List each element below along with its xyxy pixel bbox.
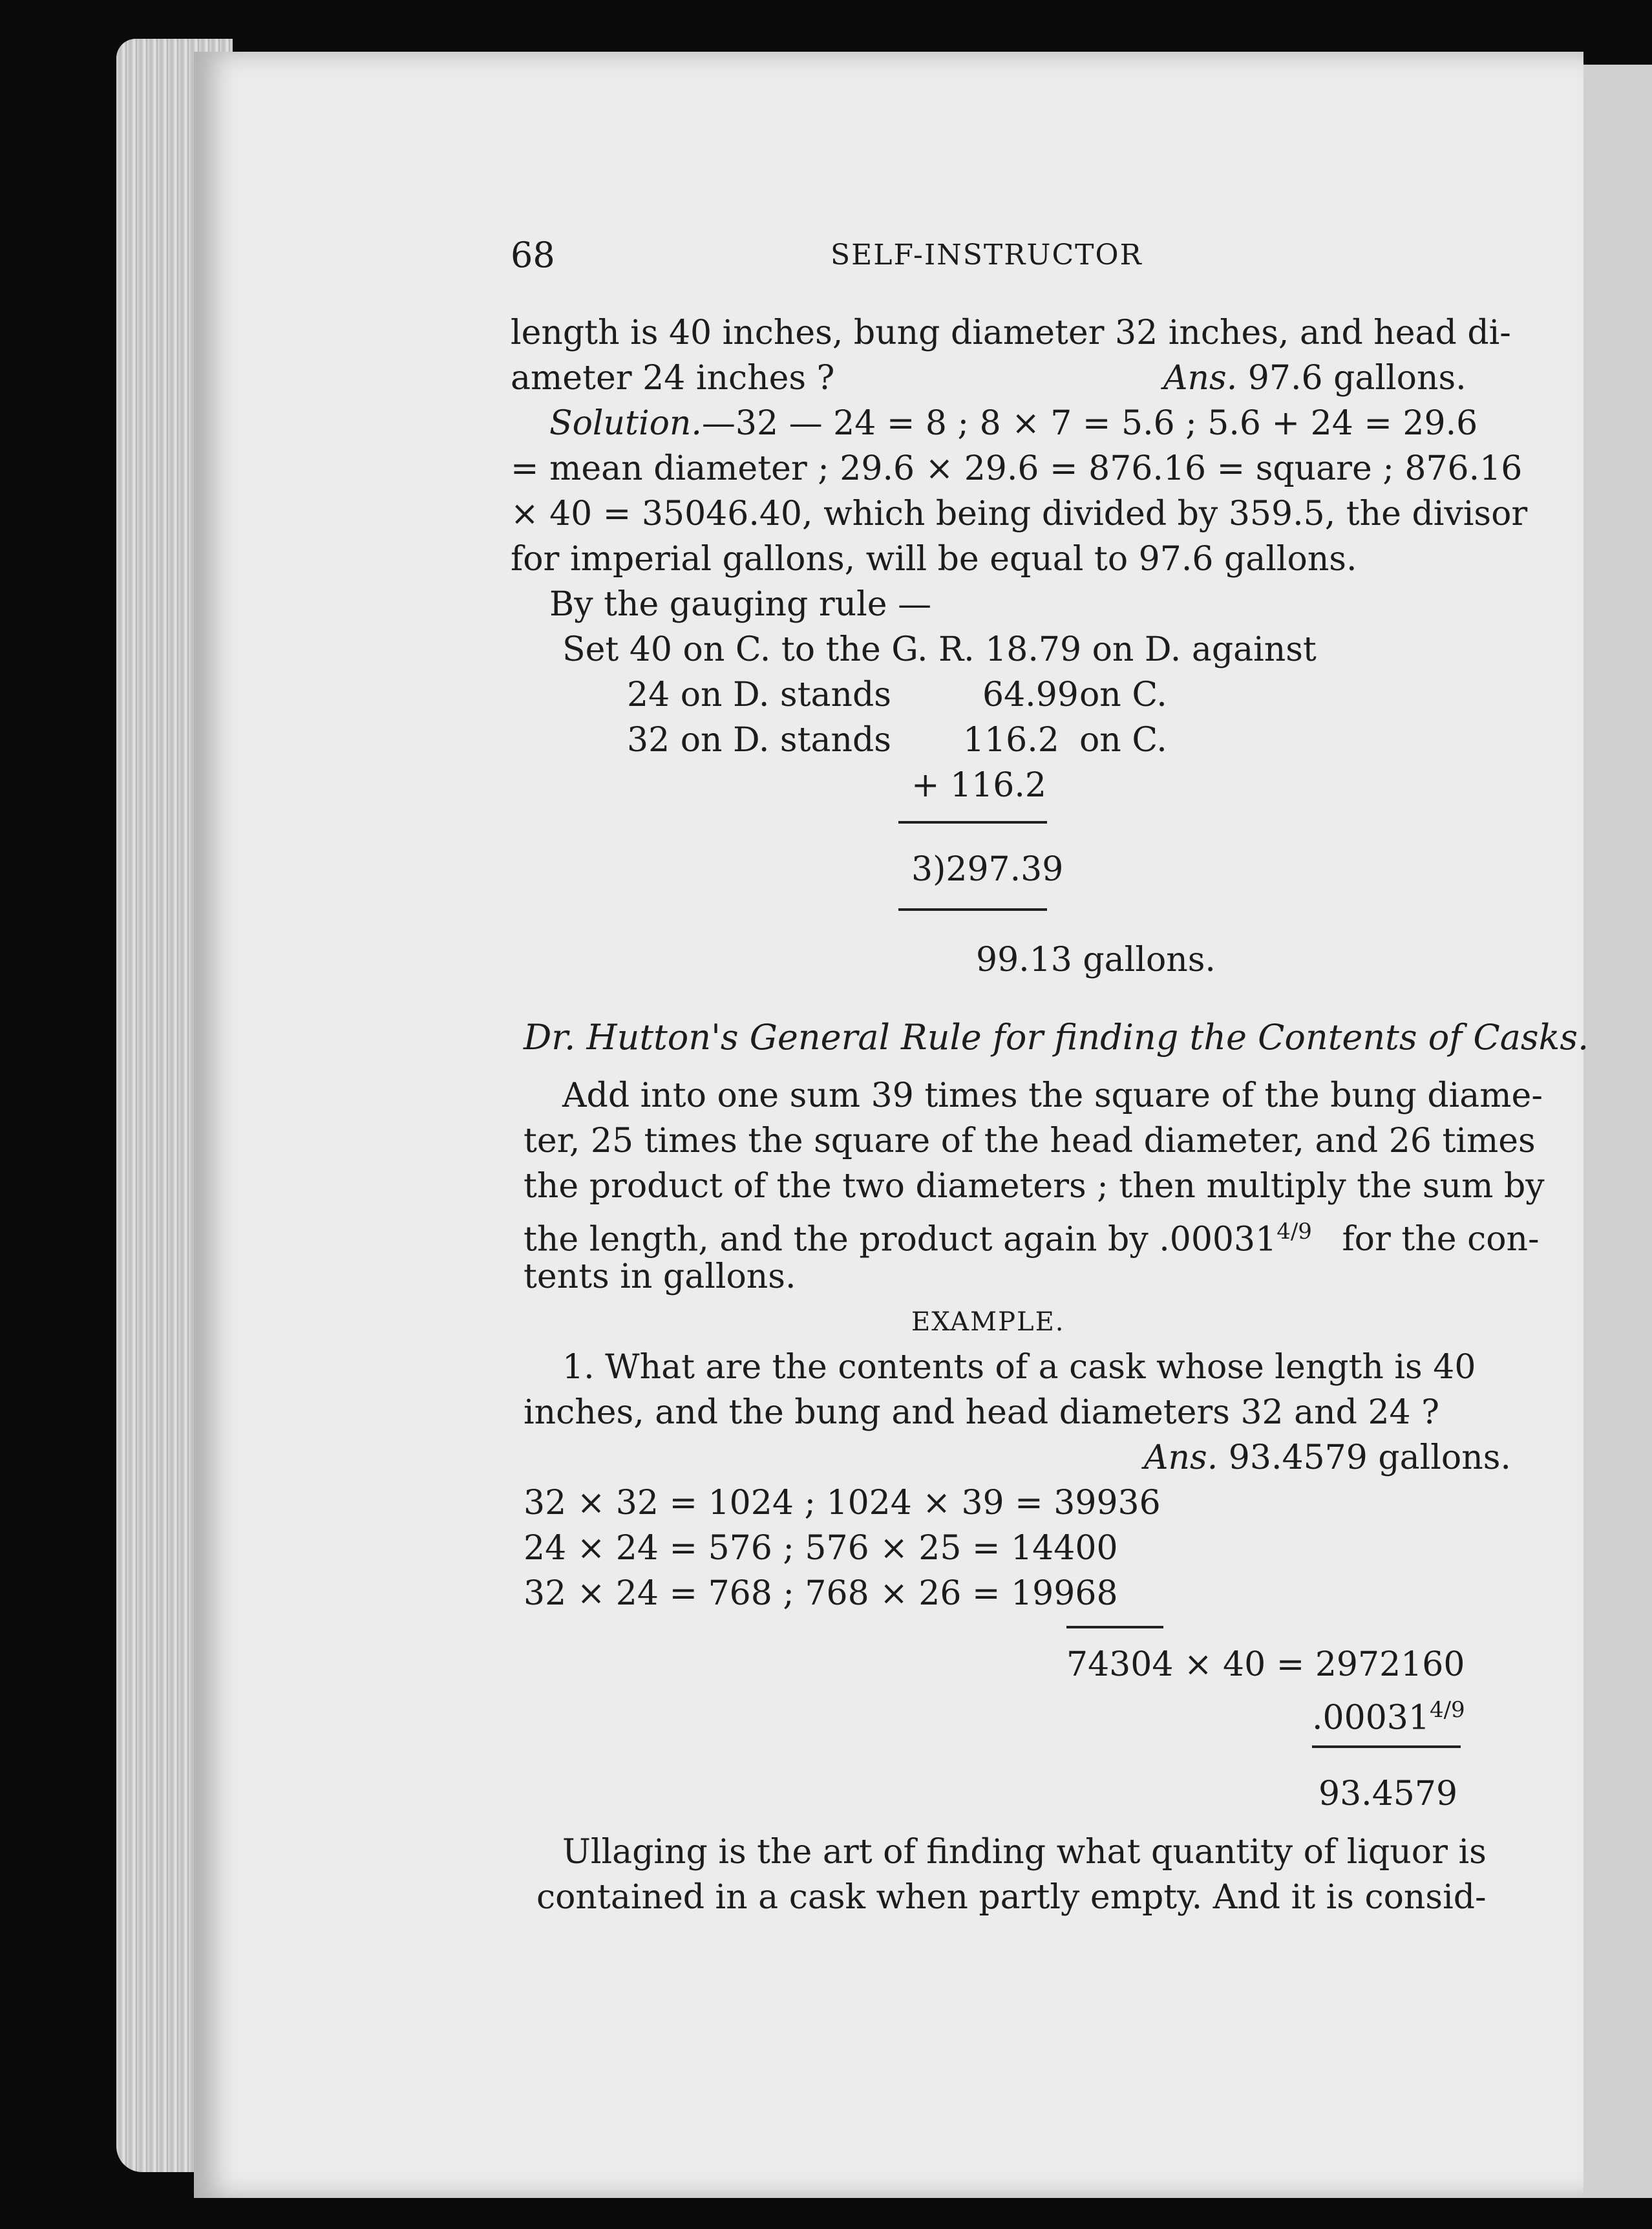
- answer-2-value: 93.4579 gallons.: [1228, 1438, 1511, 1477]
- gauging-result: 99.13 gallons.: [976, 941, 1216, 979]
- running-title: SELF-INSTRUCTOR: [831, 239, 1143, 272]
- example-question-1: 1. What are the contents of a cask whose length is 40: [562, 1348, 1476, 1387]
- answer-value: 97.6 gallons.: [1247, 359, 1467, 398]
- solution-line-1: [549, 401, 1477, 446]
- answer-1: [1163, 356, 1467, 401]
- gauging-intro: By the gauging rule —: [549, 585, 932, 624]
- calc-multiplier: [1312, 1687, 1465, 1740]
- calc-line-2: 24 × 24 = 576 ; 576 × 25 = 14400: [524, 1529, 1118, 1568]
- calc-line-3: 32 × 24 = 768 ; 768 × 26 = 19968: [524, 1574, 1118, 1613]
- calc-rule: [1066, 1626, 1163, 1628]
- problem-line-2: ameter 24 inches ?: [511, 359, 835, 398]
- rule-line-5: tents in gallons.: [524, 1257, 796, 1296]
- division-rule: [898, 908, 1047, 911]
- gauging-division: 3)297.39: [911, 850, 1064, 889]
- rule-line-2: ter, 25 times the square of the head diameter, and 26 times: [524, 1122, 1536, 1160]
- answer-2: [1144, 1435, 1511, 1480]
- section-heading: Dr. Hutton's General Rule for finding the Contents of Casks.: [524, 1017, 1589, 1058]
- gauging-row2-suffix: on C.: [1079, 721, 1167, 760]
- solution-label: Solution.: [549, 404, 702, 443]
- solution-line-3: × 40 = 35046.40, which being divided by 359.5, the divisor: [511, 495, 1528, 533]
- gauging-row1-suffix: on C.: [1079, 676, 1167, 714]
- rule-line-3: the product of the two diameters ; then multiply the sum by: [524, 1167, 1545, 1206]
- answer-label: Ans.: [1163, 359, 1238, 398]
- calc-multiplier-value: .00031: [1312, 1698, 1430, 1738]
- example-heading: EXAMPLE.: [911, 1307, 1065, 1337]
- page-header: [511, 233, 1467, 278]
- solution-text: —32 — 24 = 8 ; 8 × 7 = 5.6 ; 5.6 + 24 = 29.6: [701, 404, 1478, 443]
- calc-final: 93.4579: [1318, 1775, 1458, 1813]
- answer-2-label: Ans.: [1144, 1438, 1218, 1477]
- gauging-row1-value: 64.99: [982, 676, 1079, 714]
- problem-line-1: length is 40 inches, bung diameter 32 inches, and head di-: [511, 314, 1511, 352]
- page-number: 68: [511, 235, 555, 275]
- rule-line-4-text: the length, and the product again by .00031: [524, 1220, 1277, 1259]
- example-question-2: inches, and the bung and head diameters 32 and 24 ?: [524, 1393, 1440, 1432]
- gauging-row2-label: 32 on D. stands: [627, 721, 891, 760]
- ullage-line-2: contained in a cask when partly empty. And it is consid-: [536, 1878, 1487, 1917]
- facing-page-edge: [1577, 65, 1652, 2198]
- rule-line-4-end: for the con-: [1342, 1220, 1540, 1259]
- gauging-add-line: + 116.2: [911, 766, 1046, 805]
- rule-line-4-fraction: 4/9: [1276, 1219, 1312, 1244]
- solution-line-2: = mean diameter ; 29.6 × 29.6 = 876.16 = square ; 876.16: [511, 449, 1523, 488]
- gauging-row2-value: 116.2: [963, 721, 1059, 760]
- sum-rule: [898, 821, 1047, 824]
- calc-sum-line: 74304 × 40 = 2972160: [1066, 1645, 1465, 1684]
- final-rule: [1312, 1745, 1461, 1748]
- ullage-line-1: Ullaging is the art of finding what quantity of liquor is: [562, 1833, 1487, 1872]
- solution-line-4: for imperial gallons, will be equal to 97.6 gallons.: [511, 540, 1357, 579]
- gauging-row1-label: 24 on D. stands: [627, 676, 891, 714]
- gauging-set-line: Set 40 on C. to the G. R. 18.79 on D. against: [562, 630, 1317, 669]
- calc-line-1: 32 × 32 = 1024 ; 1024 × 39 = 39936: [524, 1484, 1161, 1522]
- calc-multiplier-fraction: 4/9: [1429, 1697, 1465, 1723]
- rule-line-1: Add into one sum 39 times the square of the bung diame-: [562, 1076, 1543, 1115]
